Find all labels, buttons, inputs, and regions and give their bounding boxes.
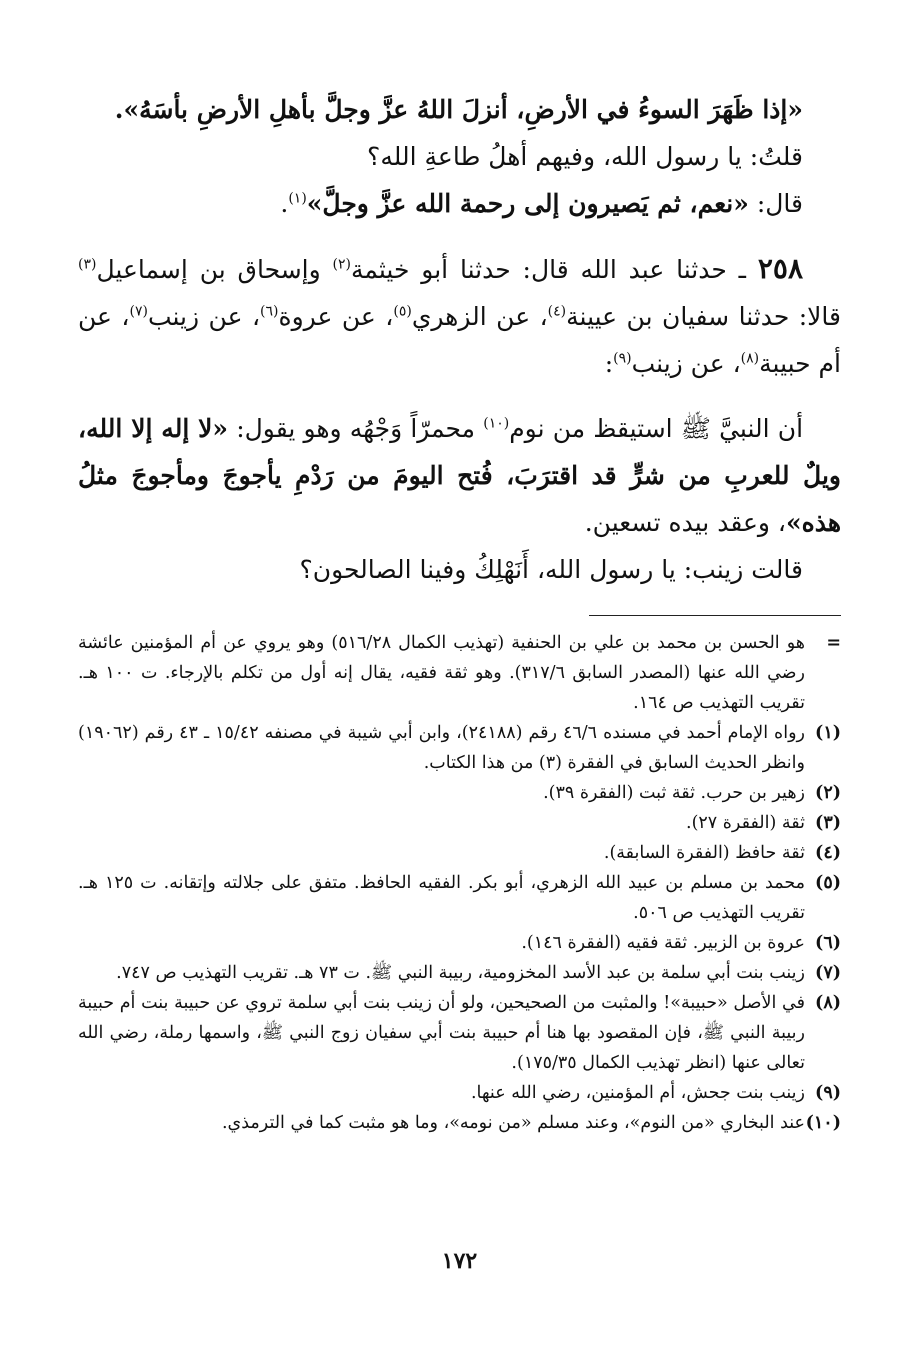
isnad-part: ، عن أم حبيبة [78, 302, 841, 378]
matn-part: ، وعقد بيده تسعين. [584, 508, 786, 537]
footnote-ref: (٥) [393, 303, 412, 320]
footnote-mark: (١٠) [805, 1113, 841, 1133]
footnote-text: زينب بنت أبي سلمة بن عبد الأسد المخزومية، ربيبة النبي ﷺ. ت ٧٣ هـ. تقريب التهذيب ص ٧٤٧. [116, 963, 805, 983]
isnad-part: ، عن الزهري [411, 302, 548, 331]
main-text [78, 86, 841, 593]
isnad-part: ، عن زينب [147, 302, 261, 331]
qultu-line: قلتُ: يا رسول الله، وفيهم أهلُ طاعةِ الله؟ [367, 142, 803, 171]
footnote-text: زينب بنت جحش، أم المؤمنين، رضي الله عنها. [470, 1083, 805, 1103]
footnote-mark: (٣) [815, 813, 841, 833]
isnad-part: ، عن عروة [278, 302, 394, 331]
footnote-mark: (٦) [815, 933, 841, 953]
hadith-258-matn [78, 405, 841, 546]
footnote-text: ثقة (الفقرة ٢٧). [686, 813, 805, 833]
footnote [78, 718, 841, 778]
isnad-part: وإسحاق بن إسماعيل [96, 255, 333, 284]
footnote [78, 868, 841, 928]
isnad-part: : [604, 349, 614, 378]
footnote [78, 1108, 841, 1138]
footnote-text: محمد بن مسلم بن عبيد الله الزهري، أبو بكر. الفقيه الحافظ. متفق على جلالته وإتقانه. ت ١٢٥ هـ. تقريب التهذيب ص ٥٠٦. [78, 873, 806, 923]
footnote-ref: (٢) [332, 256, 352, 273]
isnad-part: ـ حدثنا عبد الله قال: حدثنا أبو خيثمة [351, 255, 758, 284]
footnote-ref: (٤) [547, 303, 567, 320]
matn-part: محمرّاً وَجْهُه وهو يقول: [228, 414, 484, 443]
footnote-mark: (٤) [815, 843, 841, 863]
footnotes [78, 628, 841, 1138]
footnote-ref: (١) [288, 190, 307, 207]
footnote [78, 838, 841, 868]
footnote-ref: (٣) [78, 256, 97, 273]
footnote-ref: (٧) [129, 303, 148, 320]
footnote [78, 808, 841, 838]
footnote-ref: (١٠) [483, 415, 510, 432]
footnote-ref: (٨) [740, 350, 760, 367]
footnote-mark: (٩) [815, 1083, 841, 1103]
footnote-text: هو الحسن بن محمد بن علي بن الحنفية (تهذيب الكمال ٥١٦/٢٨) وهو يروي عن أم المؤمنين عائشة رضي الله عنها (المصدر السابق ٣١٧/٦). وهو ثقة فقيه، يقال إنه أول من تكلم بالإرجاء. ت ١٠٠ هـ. تقريب التهذيب ص ١٦٤. [78, 633, 805, 713]
page-number: ١٧٢ [441, 1248, 478, 1274]
footnote-mark: = [826, 633, 841, 653]
footnote [78, 928, 841, 958]
hadith-258-isnad [78, 245, 841, 387]
footnote-mark: (٢) [815, 783, 841, 803]
footnote-mark: (١) [815, 723, 841, 743]
footnote [78, 1078, 841, 1108]
footnote [78, 628, 841, 718]
footnote-ref: (٦) [260, 303, 279, 320]
footnote [78, 988, 841, 1078]
page-body [78, 86, 841, 1138]
qal-end: . [280, 189, 289, 218]
footnote-text: عروة بن الزبير. ثقة فقيه (الفقرة ١٤٦). [521, 933, 805, 953]
isnad-part: ، عن زينب [631, 349, 741, 378]
footnote-text: في الأصل «حبيبة»! والمثبت من الصحيحين، ولو أن زينب بنت أبي سلمة تروي عن حبيبة بنت أم حبيبة ربيبة النبي ﷺ، فإن المقصود بها هنا أم حبيبة بنت أبي سفيان زوج النبي ﷺ، واسمها رملة، رضي الله تعالى عنها (انظر تهذيب الكمال ١٧٥/٣٥). [78, 993, 805, 1073]
qal-line [78, 180, 841, 227]
zaynab-line: قالت زينب: يا رسول الله، أَنَهْلِكُ وفينا الصالحون؟ [299, 555, 803, 584]
footnote [78, 958, 841, 988]
qal-lead: قال: [748, 189, 803, 218]
footnote-text: زهير بن حرب. ثقة ثبت (الفقرة ٣٩). [543, 783, 805, 803]
footnote-mark: (٧) [815, 963, 841, 983]
footnote-separator [589, 615, 841, 616]
hadith-end-line: «إذا ظَهَرَ السوءُ في الأرضِ، أنزلَ اللهُ عزَّ وجلَّ بأهلِ الأرضِ بأسَهُ». [114, 95, 803, 124]
footnote-mark: (٥) [815, 873, 841, 893]
isnad-part: قالا: حدثنا سفيان بن عيينة [566, 302, 842, 331]
footnote-mark: (٨) [815, 993, 841, 1013]
footnote-text: ثقة حافظ (الفقرة السابقة). [603, 843, 805, 863]
qal-quote: «نعم، ثم يَصيرون إلى رحمة الله عزَّ وجلَّ» [306, 189, 749, 218]
footnote [78, 778, 841, 808]
footnote-ref: (٩) [613, 350, 632, 367]
matn-part: أن النبيَّ ﷺ استيقظ من نوم [509, 414, 804, 443]
footnote-text: رواه الإمام أحمد في مسنده ٤٦/٦ رقم (٢٤١٨٨)، وابن أبي شيبة في مصنفه ١٥/٤٢ ـ ٤٣ رقم (١٩٠٦٢) وانظر الحديث السابق في الفقرة (٣) من هذا الكتاب. [78, 723, 805, 773]
matn-quote: «لا إله إلا الله، ويلٌ للعربِ من شرٍّ قد اقترَبَ، فُتح اليومَ من رَدْمِ يأجوجَ ومأجوجَ مثلُ هذه» [78, 414, 841, 537]
footnote-text: عند البخاري «من النوم»، وعند مسلم «من نومه»، وما هو مثبت كما في الترمذي. [221, 1113, 805, 1133]
hadith-number: ٢٥٨ [757, 252, 803, 285]
